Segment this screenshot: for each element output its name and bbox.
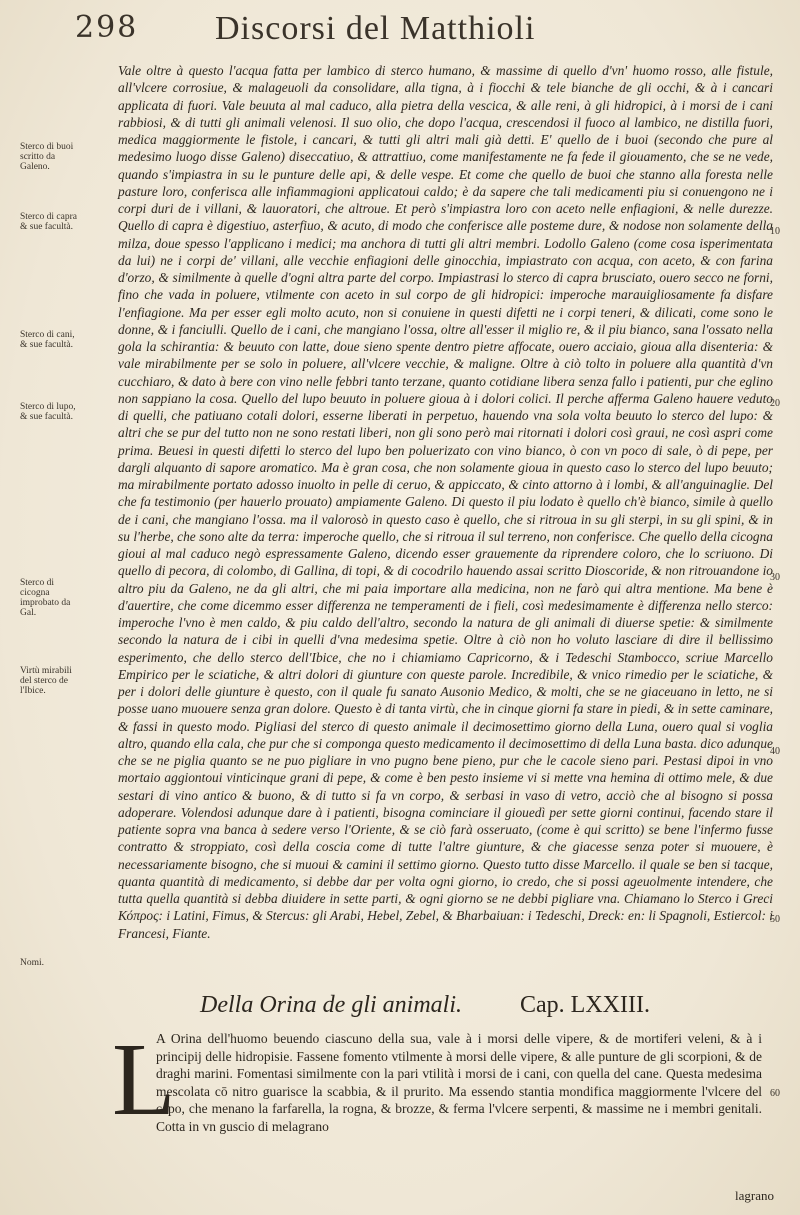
margin-note: Sterco di buoi scritto da Galeno. xyxy=(20,142,74,172)
chapter-heading xyxy=(200,992,760,1022)
drop-capital: L xyxy=(112,1022,176,1137)
chapter-text xyxy=(112,1022,762,1137)
margin-note: Virtù mirabili del sterco de l'Ibice. xyxy=(20,666,72,696)
page-header xyxy=(75,10,760,54)
running-head: Discorsi del Matthioli xyxy=(215,10,536,47)
line-marker: 50 xyxy=(770,914,780,925)
line-marker: 60 xyxy=(770,1088,780,1099)
chapter-number: Cap. LXXIII. xyxy=(520,992,650,1018)
margin-note: Sterco di cani, & sue facultà. xyxy=(20,330,75,350)
line-marker: 20 xyxy=(770,398,780,409)
margin-note: Sterco di capra & sue facultà. xyxy=(20,212,77,232)
page-number: 298 xyxy=(75,10,139,45)
margin-note: Sterco di lupo, & sue facultà. xyxy=(20,402,76,422)
main-text-block xyxy=(118,62,773,942)
catchword: lagrano xyxy=(735,1188,774,1203)
line-marker: 30 xyxy=(770,572,780,583)
chapter-title: Della Orina de gli animali. xyxy=(200,992,462,1018)
body-paragraph: Vale oltre à questo l'acqua fatta per lambico di sterco humano, & massime di quello d'vn' huomo rosso, alle fistule, all'vlcere corrosiue, & malageuoli da consolidare, alla tigna, à i fiocchi & tele bianche de gli occhi, & à i cancari applicata di fuori. Vale beuuta al mal caduco, alla pietra della vescica, & alle reni, à gli hidropici, à i morsi de i cani rabbiosi, & di tutti gli animali velenosi. Il suo olio, che dopo l'acqua, crescendosi il fuoco al lambico, ne distilla fuori, medica maggiormente le fistole, i cancari, & tutti gli altri mali già detti. E' quello de i buoi (secondo che pure al medesimo luogo disse Galeno) diseccatiuo, & attrattiuo, come manifestamente ne fa fede il giouamento, che se ne vede, quando s'impiastra in su le punture delle api, & delle vespe. Et come che quello de buoi che stanno alla foresta nelle pasture loro, conferisca alle infiammagioni applicatoui caldo; è da sapere che tali medicamenti piu si conuengono ne i corpi duri de i villani, & lauoratori, che altroue. Et però s'impiastra loro con aceto nelle enfiagioni, & nelle durezze. Quello di capra è digestiuo, asterfiuo, & acuto, di modo che conferisce alle posteme dure, & nodose non solamente della milza, doue spesso l'applicano i medici; ma anchora di tutti gli altri membri. Lodollo Galeno (come cosa isperimentata da lui) ne i corpi de' villani, alle vecchie enfiagioni delle ginocchia, impiastrato con acqua, con aceto, & con farina d'orzo, & similmente à quelle d'ogni altra parte del corpo. Impiastrasi lo sterco di capra brusciato, ouero secco ne forni, fino che vada in poluere, vtilmente con aceto in sul corpo de gli hidropici: imperoche marauigliosamente fa disfare l'enfiagione. Ma per esser egli molto acuto, non si conuiene in questi difetti ne i corpi teneri, & dilicati, come sono le donne, & i fanciulli. Quello de i cani, che mangiano l'ossa, oltre all'esser il miglio re, & il piu bianco, sana l'ossato nella gola la schirantia: & beuuto con latte, doue sieno spente dentro pietre affocate, ouero acciaio, gioua alla disenteria: & vale mirabilmente per se solo in poluere, all'vlcere vecchie, & maligne. Oltre à ciò tolto in poluere alla quantità d'vn cucchiaro, & dato à bere con vino nelle febbri tanto terzane, quanto cotidiane libera senza fallo i patienti, pur che eglino non sappiano la cosa. Quello del lupo beuuto in poluere gioua à i dolori colici. Il perche afferma Galeno hauere veduto di quelli, che patiuano cotali dolori, esserne liberati in perpetuo, hauendo vna sola volta beuuto lo sterco del lupo: & altri che se pur del tutto non ne sono restati liberi, non gli sono però mai ritornati i dolori così graui, ne così aspri come prima. Beuesi in questi difetti lo sterco del lupo ben poluerizato con vino bianco, ò con vn poco di sale, ò di pepe, per dargli alquanto di sapore aromatico. Ma è gran cosa, che non solamente gioua in questo caso lo sterco del lupo beuuto; ma mirabilmente portato adosso inuolto in pelle di ceruo, & appiccato, & cinto attorno à i lombi, & all'anguinaglie. Del che fa testimonio (per hauerlo prouato) ampiamente Galeno. Di questo il piu lodato è quello ch'è bianco, simile à quello de i cani, che mangiano l'ossa. ma il valorosò in questo caso è quello, che si ritroua in su gli sterpi, in su gli spini, & in su l'herbe, che sono alte da terra: imperoche quello, che si ritroua il sul terreno, non conferisce. Che quello della cicogna gioui al mal caduco negò espressamente Galeno, dicendo esser grauemente da riprendere coloro, che lo scriuono. Di quello di pecora, di colombo, di Gallina, di topi, & di cocodrilo hauendo assai scritto Dioscoride, & non ritrouandone io altro piu da Galeno, ne da gli altri, che mi paia importare alla medicina, non ne farò qui altra mentione. Ma bene è d'auertire, che come dicemmo esser differenza ne temperamenti de i fieli, così medesimamente è differenza nello sterco: imperoche l'vno è men caldo, & piu caldo dell'altro, secondo la natura de gli animali di diuerse spetie: & similmente secondo la natura de i cibi in quelli d'vna medesima spetie. Oltre à ciò non ho voluto lasciare di dire il bellissimo esperimento, che dello sterco dell'Ibice, che no i chiamiamo Capricorno, & i Tedeschi Stambocco, scriue Marcello Empirico per le sciatiche, & altri dolori di giunture con queste parole. Incredibile, & vnico rimedio per le sciatiche, & per i dolori delle giunture è questo, con il quale fu sanato Ausonio Medico, & molti, che se ne giaceuano in letto, ne si posse uano muouere senza gran dolore. Questo è di tanta virtù, che in cinque giorni fa stare in piedi, & in sette caminare, & fassi in questo modo. Pigliasi del sterco di questo animale il decimosettimo giorno della Luna, ouero qual si voglia altro, quando ella cala, che pur che si componga questo medicamento il decimosettimo di della Luna basta. dico adunque che se ne piglia quanto se ne puo pigliare in vno pugno bene pieno, pur che le cacole sieno pari. Pestasi dipoi in vno mortaio aggiontoui vinticinque grani di pepe, & come è ben pesto insieme vi si mette vna hemina di ottimo mele, & due sestari di vino antico & buono, & di tutto si fa vn corpo, & serbasi in vaso di vetro, acciò che al bisogno si possa adoperare. Volendosi adunque dare à i patienti, bisogna cominciare il giouedì per sette giorni continui, facendo stare il patiente sopra vna banca à sedere verso l'Oriente, & se ciò farà osseruato, (come è qui scritto) se bene l'infermo fusse contratto & stroppiato, così della coscia come di tutte l'altre giunture, & che giacesse senza poter si muouere, è necessariamente bisogno, che si muoui & camini il settimo giorno. Questo tutto disse Marcello. il quale se ben si tacque, quanta quantità di medicamento, si debbe dar per volta ogni giorno, io credo, che si possi ageuolmente intendere, che tutta quella quantità si debba diuidere in sette parti, & ogni giorno se ne debbi pigliare vna. Chiamano lo Sterco i Greci Κόπρος: i Latini, Fimus, & Stercus: gli Arabi, Hebel, Zebel, & Bharbaiuan: i Tedeschi, Dreck: en: li Spagnoli, Estiercol: i Francesi, Fiante. xyxy=(118,63,773,941)
chapter-paragraph: A Orina dell'huomo beuendo ciascuno della sua, vale à i morsi delle vipere, & de mortiferi veleni, & à i principij delle hidropisie. Fassene fomento vtilmente à morsi delle vipere, & alle punture de gli scorpioni, & de draghi marini. Fomentasi similmente con la pari vtilità i morsi de i cani, con quella del cane. Questa medesima mescolata cō nitro guarisce la scabbia, & il prurito. Ma essendo stantia mondifica maggiormente l'vlcere del capo, che menano la farfarella, la rogna, & brozze, & ferma l'vlcere serpenti, & massime ne i membri genitali. Cotta in vn guscio di melagrano xyxy=(156,1031,762,1134)
margin-note: Nomi. xyxy=(20,958,45,968)
margin-note: Sterco di cicogna improbato da Gal. xyxy=(20,578,71,618)
line-marker: 40 xyxy=(770,746,780,757)
line-marker: 10 xyxy=(770,226,780,237)
